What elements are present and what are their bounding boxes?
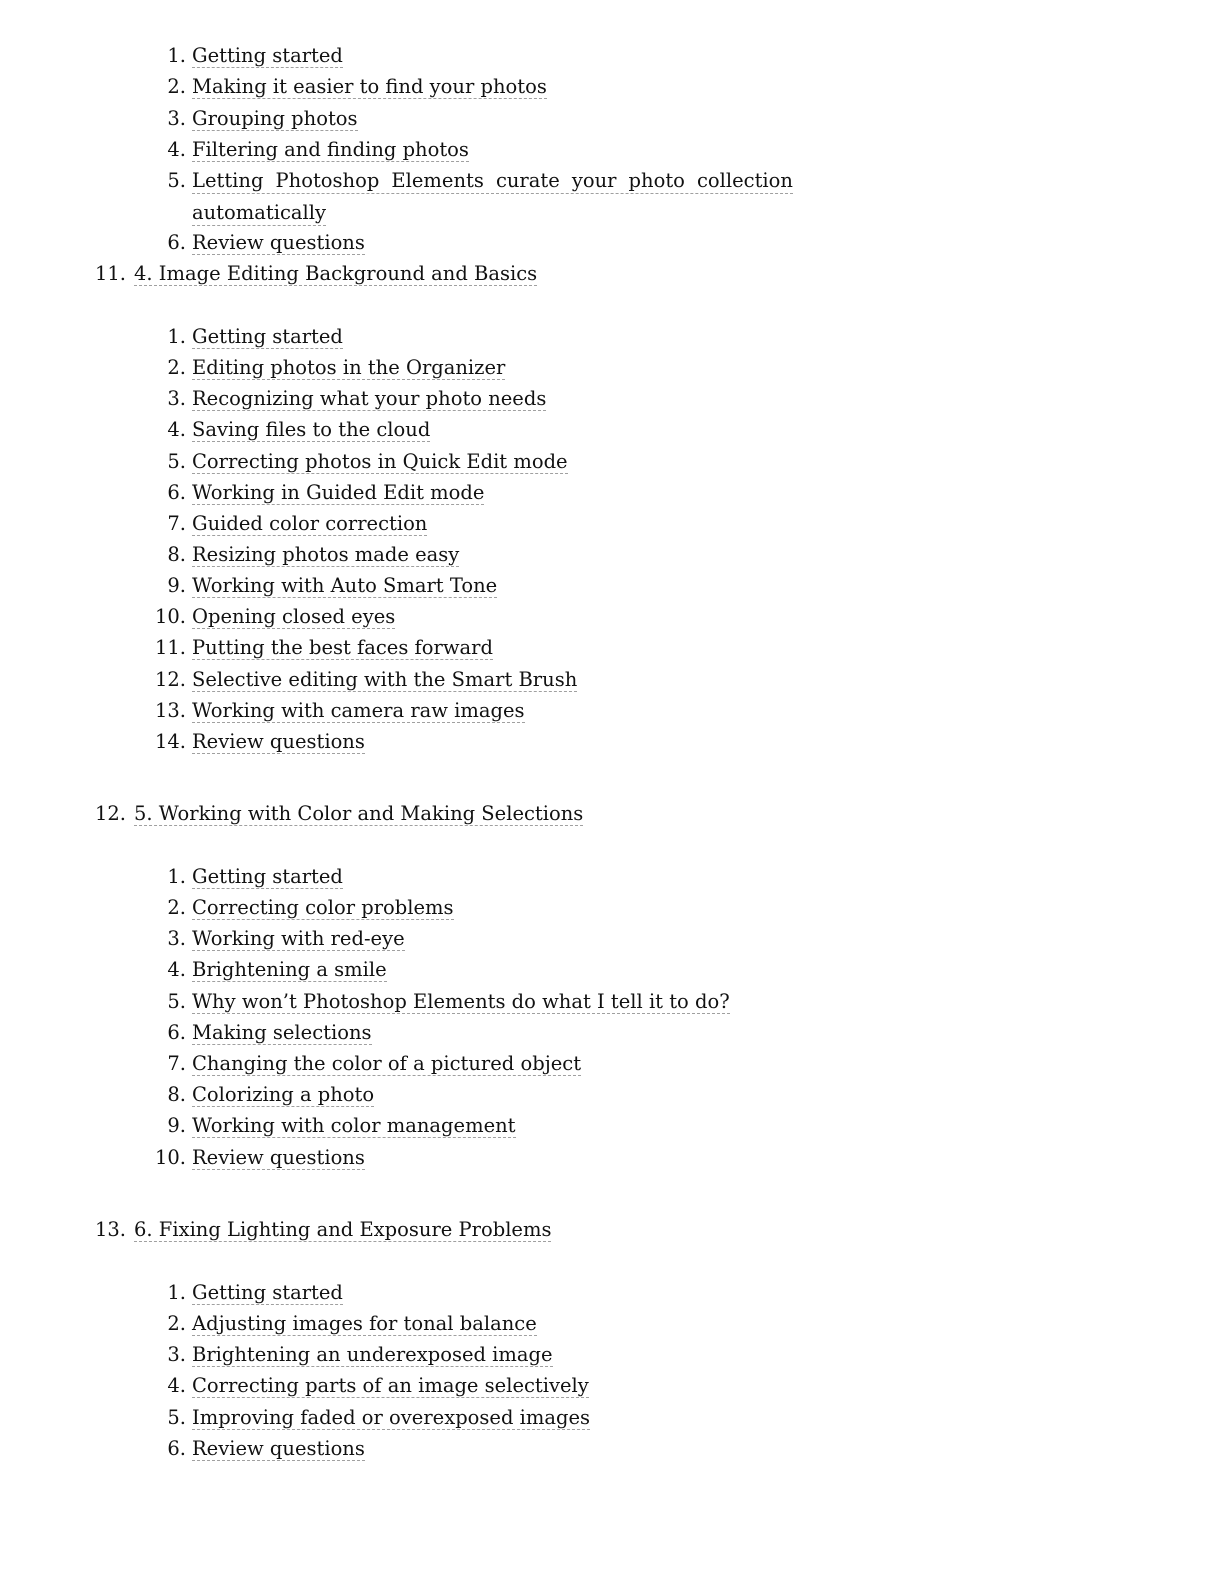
item-number: 1.	[167, 865, 186, 888]
item-number: 9.	[167, 1114, 186, 1137]
toc-link[interactable]: Resizing photos made easy	[192, 543, 460, 566]
toc-link[interactable]: Correcting photos in Quick Edit mode	[192, 450, 568, 473]
item-number: 6.	[167, 1021, 186, 1044]
item-number: 4.	[167, 1374, 186, 1397]
toc-link[interactable]: Colorizing a photo	[192, 1083, 375, 1106]
item-number: 8.	[167, 543, 186, 566]
toc-link[interactable]: Changing the color of a pictured object	[192, 1052, 582, 1075]
toc-link[interactable]: Opening closed eyes	[192, 605, 396, 628]
toc-link[interactable]: Why won’t Photoshop Elements do what I tell it to do?	[192, 990, 730, 1013]
toc-link[interactable]: Review questions	[192, 730, 365, 753]
item-number: 4.	[167, 418, 186, 441]
item-number: 10.	[154, 1146, 186, 1169]
item-number: 14.	[154, 730, 186, 753]
toc-link[interactable]: Putting the best faces forward	[192, 636, 493, 659]
item-number: 8.	[167, 1083, 186, 1106]
item-number: 5.	[167, 169, 186, 192]
toc-link[interactable]: Correcting parts of an image selectively	[192, 1374, 589, 1397]
toc-link[interactable]: Getting started	[192, 325, 343, 348]
toc-link[interactable]: Working with Auto Smart Tone	[192, 574, 498, 597]
item-number: 2.	[167, 356, 186, 379]
item-number: 13.	[154, 699, 186, 722]
item-number: 2.	[167, 896, 186, 919]
item-number: 6.	[167, 481, 186, 504]
toc-link[interactable]: Working with camera raw images	[192, 699, 525, 722]
chapter-link[interactable]: 5. Working with Color and Making Selections	[134, 802, 584, 825]
word: Photoshop	[275, 169, 380, 192]
toc-link[interactable]: Making it easier to find your photos	[192, 75, 547, 98]
toc-link[interactable]: Adjusting images for tonal balance	[192, 1312, 537, 1335]
item-number: 7.	[167, 512, 186, 535]
toc-link[interactable]: Guided color correction	[192, 512, 428, 535]
word: Elements	[391, 169, 484, 192]
toc-link[interactable]: Review questions	[192, 1437, 365, 1460]
item-number: 6.	[167, 231, 186, 254]
word: curate	[495, 169, 560, 192]
toc-link[interactable]: Working with red-eye	[192, 927, 405, 950]
item-number: 2.	[167, 1312, 186, 1335]
word: photo	[628, 169, 685, 192]
toc-link[interactable]: Recognizing what your photo needs	[192, 387, 547, 410]
toc-link[interactable]: Saving files to the cloud	[192, 418, 431, 441]
toc-link[interactable]: Brightening an underexposed image	[192, 1343, 553, 1366]
toc-link[interactable]: Improving faded or overexposed images	[192, 1406, 591, 1429]
toc-link[interactable]: Selective editing with the Smart Brush	[192, 668, 578, 691]
item-number: 5.	[167, 990, 186, 1013]
toc-link[interactable]: Getting started	[192, 44, 343, 67]
toc-link[interactable]: Getting started	[192, 1281, 343, 1304]
toc-link[interactable]: Review questions	[192, 1146, 365, 1169]
toc-link[interactable]: Editing photos in the Organizer	[192, 356, 506, 379]
item-number: 3.	[167, 1343, 186, 1366]
item-number: 12.	[154, 668, 186, 691]
item-number: 5.	[167, 450, 186, 473]
item-number: 1.	[167, 1281, 186, 1304]
word: your	[571, 169, 617, 192]
item-number: 3.	[167, 387, 186, 410]
item-number: 4.	[167, 958, 186, 981]
chapter-link[interactable]: 6. Fixing Lighting and Exposure Problems	[134, 1218, 552, 1241]
item-number: 10.	[154, 605, 186, 628]
word: collection	[696, 169, 793, 192]
toc-link-line-2[interactable]: automatically	[192, 201, 326, 224]
item-number: 4.	[167, 138, 186, 161]
toc-link[interactable]: Filtering and finding photos	[192, 138, 469, 161]
item-number: 11.	[154, 636, 186, 659]
chapter-link[interactable]: 4. Image Editing Background and Basics	[134, 262, 538, 285]
toc-link-wrapped[interactable]	[192, 169, 793, 228]
toc-link[interactable]: Getting started	[192, 865, 343, 888]
chapter-number: 12.	[94, 802, 126, 825]
item-number: 3.	[167, 927, 186, 950]
toc-link[interactable]: Working in Guided Edit mode	[192, 481, 485, 504]
item-number: 1.	[167, 325, 186, 348]
toc-link[interactable]: Correcting color problems	[192, 896, 454, 919]
item-number: 1.	[167, 44, 186, 67]
chapter-number: 11.	[94, 262, 126, 285]
toc-link[interactable]: Making selections	[192, 1021, 372, 1044]
item-number: 2.	[167, 75, 186, 98]
toc-link[interactable]: Review questions	[192, 231, 365, 254]
toc-link[interactable]: Grouping photos	[192, 107, 358, 130]
chapter-number: 13.	[94, 1218, 126, 1241]
toc-link[interactable]: Brightening a smile	[192, 958, 387, 981]
word: Letting	[192, 169, 264, 192]
item-number: 6.	[167, 1437, 186, 1460]
item-number: 3.	[167, 107, 186, 130]
item-number: 9.	[167, 574, 186, 597]
item-number: 7.	[167, 1052, 186, 1075]
item-number: 5.	[167, 1406, 186, 1429]
toc-link-line-1[interactable]	[192, 169, 793, 194]
toc-link[interactable]: Working with color management	[192, 1114, 516, 1137]
